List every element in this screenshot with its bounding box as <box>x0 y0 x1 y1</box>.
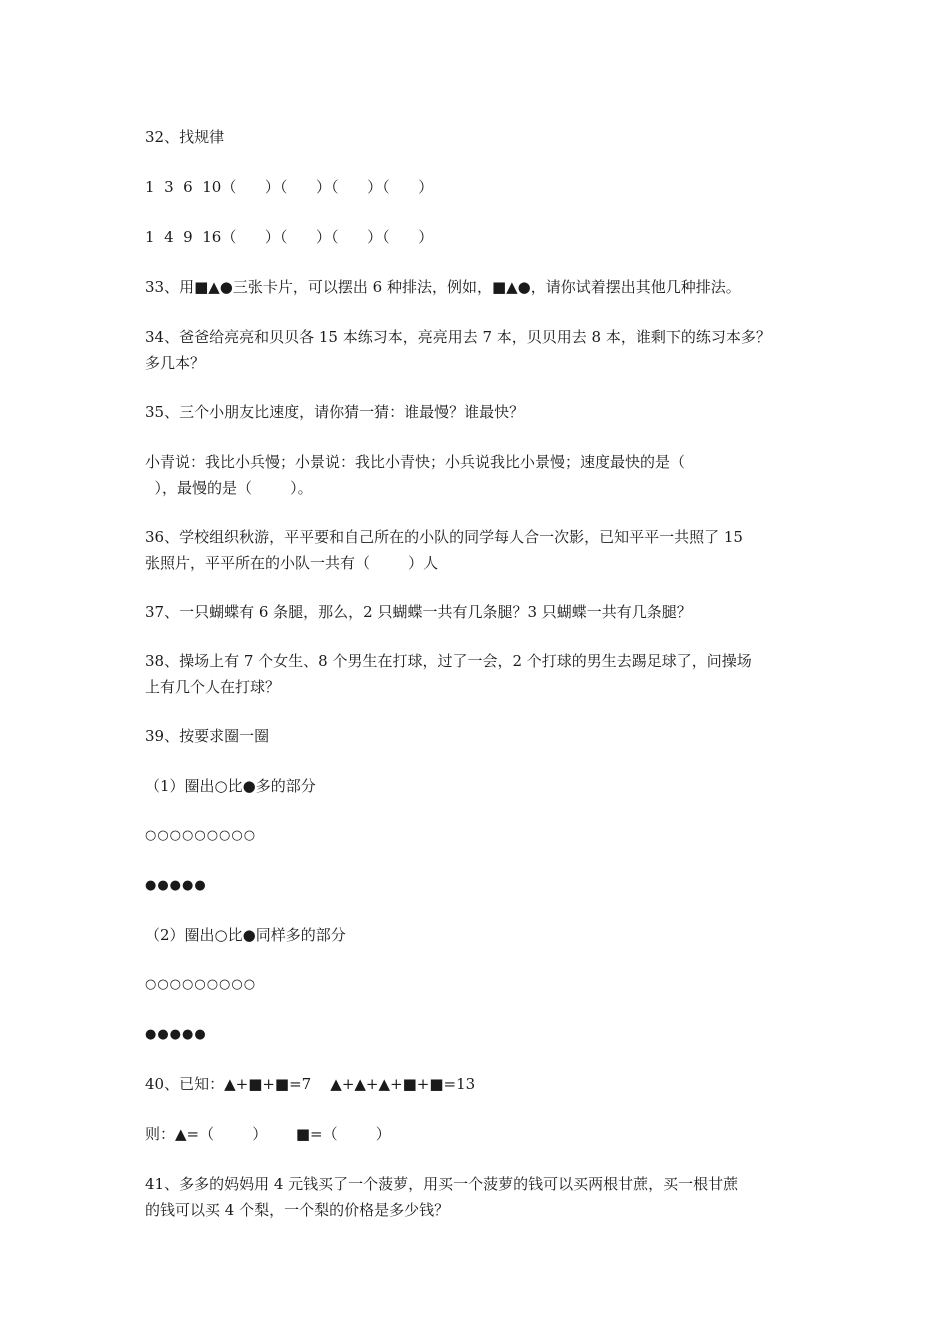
q35-title: 35、三个小朋友比速度，请你猜一猜：谁最慢？谁最快？ <box>145 403 525 421</box>
q34-text-line1: 34、爸爸给亮亮和贝贝各 15 本练习本，亮亮用去 7 本，贝贝用去 8 本，谁剩下的练习本多？ <box>145 328 771 346</box>
q39-part2-instruction: （2）圈出○比●同样多的部分 <box>145 926 346 944</box>
q39-part2-hollow-circles: ○○○○○○○○○ <box>145 977 257 992</box>
q32-sequence-1: 1 3 6 10（ ）（ ）（ ）（ ） <box>145 178 434 196</box>
q39-part1-solid-circles: ●●●●● <box>145 878 207 893</box>
q34-text-line2: 多几本？ <box>145 354 206 372</box>
q35-text-line2: ），最慢的是（ ）。 <box>145 479 313 497</box>
q35-text-line1: 小青说：我比小兵慢；小景说：我比小青快；小兵说我比小景慢；速度最快的是（ <box>145 453 686 471</box>
q39-part1-hollow-circles: ○○○○○○○○○ <box>145 828 257 843</box>
q36-text-line1: 36、学校组织秋游，平平要和自己所在的小队的同学每人合一次影，已知平平一共照了 15 <box>145 528 743 546</box>
q32-sequence-2: 1 4 9 16（ ）（ ）（ ）（ ） <box>145 228 434 246</box>
q40-answer: 则：▲=（ ） ■=（ ） <box>145 1125 391 1143</box>
q41-text-line1: 41、多多的妈妈用 4 元钱买了一个菠萝，用买一个菠萝的钱可以买两根甘蔗，买一根甘蔗 <box>145 1175 739 1193</box>
q39-part2-solid-circles: ●●●●● <box>145 1027 207 1042</box>
q41-text-line2: 的钱可以买 4 个梨，一个梨的价格是多少钱？ <box>145 1201 450 1219</box>
q38-text-line1: 38、操场上有 7 个女生、8 个男生在打球，过了一会，2 个打球的男生去踢足球了，问操场 <box>145 652 752 670</box>
q33-text: 33、用■▲●三张卡片，可以摆出 6 种排法，例如，■▲●，请你试着摆出其他几种排法。 <box>145 278 741 296</box>
q38-text-line2: 上有几个人在打球？ <box>145 678 281 696</box>
q36-text-line2: 张照片，平平所在的小队一共有（ ）人 <box>145 554 439 572</box>
q39-title: 39、按要求圈一圈 <box>145 727 270 745</box>
q40-given: 40、已知：▲+■+■=7 ▲+▲+▲+■+■=13 <box>145 1075 476 1093</box>
q32-title: 32、找规律 <box>145 128 225 146</box>
q39-part1-instruction: （1）圈出○比●多的部分 <box>145 777 316 795</box>
q37-text: 37、一只蝴蝶有 6 条腿，那么，2 只蝴蝶一共有几条腿？3 只蝴蝶一共有几条腿？ <box>145 603 692 621</box>
